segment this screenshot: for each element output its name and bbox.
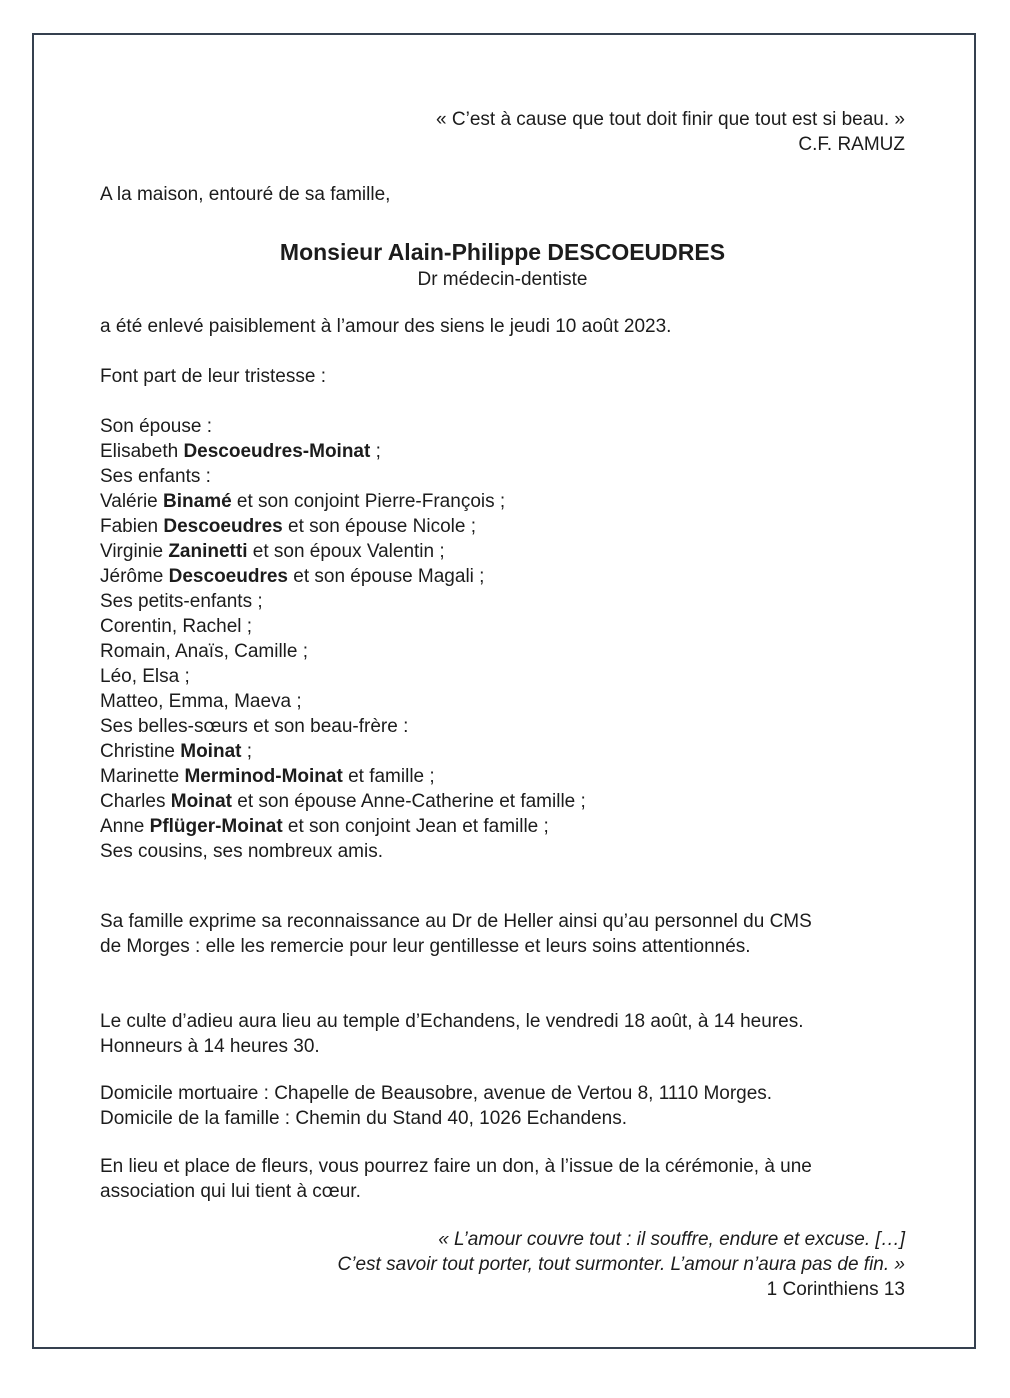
text-line: Fabien Descoeudres et son épouse Nicole ; — [100, 516, 477, 537]
text-line: Christine Moinat ; — [100, 741, 253, 762]
epigraph-attribution: C.F. RAMUZ — [798, 134, 905, 155]
service-paragraph — [100, 1009, 905, 1059]
death-notice: a été enlevé paisiblement à l’amour des siens le jeudi 10 août 2023. — [100, 316, 672, 337]
epigraph — [100, 107, 905, 157]
text-line: En lieu et place de fleurs, vous pourrez faire un don, à l’issue de la cérémonie, à une — [100, 1156, 812, 1177]
closing-reference: 1 Corinthiens 13 — [766, 1279, 905, 1300]
page-border-frame — [32, 33, 976, 1349]
text-line: Domicile mortuaire : Chapelle de Beausobre, avenue de Vertou 8, 1110 Morges. — [100, 1083, 773, 1104]
text-line: Le culte d’adieu aura lieu au temple d’Echandens, le vendredi 18 août, à 14 heures. — [100, 1011, 804, 1032]
intro-line: A la maison, entouré de sa famille, — [100, 184, 391, 205]
text-line: Jérôme Descoeudres et son épouse Magali ; — [100, 566, 485, 587]
text-line: Ses enfants : — [100, 466, 211, 487]
text-line: Corentin, Rachel ; — [100, 616, 253, 637]
text-line: Sa famille exprime sa reconnaissance au Dr de Heller ainsi qu’au personnel du CMS — [100, 911, 812, 932]
lead-in-line: Font part de leur tristesse : — [100, 366, 326, 387]
gratitude-paragraph — [100, 909, 905, 959]
text-line: Léo, Elsa ; — [100, 666, 190, 687]
text-line: Ses petits-enfants ; — [100, 591, 263, 612]
text-line: Ses cousins, ses nombreux amis. — [100, 841, 384, 862]
text-line: association qui lui tient à cœur. — [100, 1181, 361, 1202]
addresses-paragraph — [100, 1081, 905, 1131]
text-line: de Morges : elle les remercie pour leur gentillesse et leurs soins attentionnés. — [100, 936, 751, 957]
text-line: Son épouse : — [100, 416, 212, 437]
deceased-name: Monsieur Alain-Philippe DESCOEUDRES — [279, 239, 726, 265]
text-line: Marinette Merminod-Moinat et famille ; — [100, 766, 435, 787]
donation-paragraph — [100, 1154, 905, 1204]
deceased-profession: Dr médecin-dentiste — [417, 269, 588, 290]
obituary-content — [34, 35, 974, 1302]
text-line: « L’amour couvre tout : il souffre, endure et excuse. […] — [438, 1229, 905, 1250]
epigraph-quote: « C’est à cause que tout doit finir que tout est si beau. » — [436, 109, 905, 130]
text-line: Honneurs à 14 heures 30. — [100, 1036, 320, 1057]
closing-quote — [100, 1227, 905, 1277]
text-line: Virginie Zaninetti et son époux Valentin ; — [100, 541, 445, 562]
text-line: Matteo, Emma, Maeva ; — [100, 691, 302, 712]
text-line: Valérie Binamé et son conjoint Pierre-François ; — [100, 491, 506, 512]
text-line: Elisabeth Descoeudres-Moinat ; — [100, 441, 381, 462]
text-line: Domicile de la famille : Chemin du Stand 40, 1026 Echandens. — [100, 1108, 628, 1129]
text-line: Ses belles-sœurs et son beau-frère : — [100, 716, 409, 737]
family-list — [100, 414, 905, 864]
text-line: Charles Moinat et son épouse Anne-Catherine et famille ; — [100, 791, 586, 812]
text-line: Anne Pflüger-Moinat et son conjoint Jean et famille ; — [100, 816, 549, 837]
text-line: Romain, Anaïs, Camille ; — [100, 641, 309, 662]
closing-quote-block — [100, 1227, 905, 1302]
text-line: C’est savoir tout porter, tout surmonter. L’amour n’aura pas de fin. » — [337, 1254, 905, 1275]
